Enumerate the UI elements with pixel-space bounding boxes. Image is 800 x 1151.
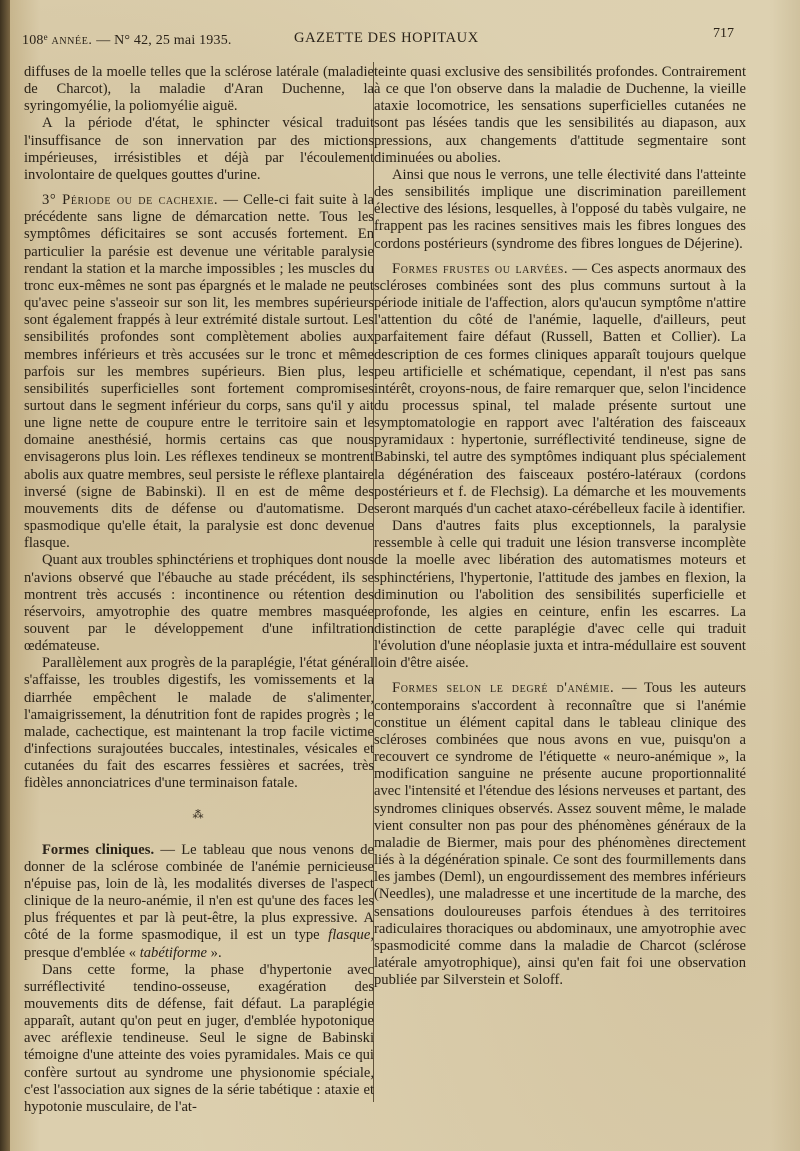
- left-paragraph-3: [24, 192, 374, 552]
- header-issue-info: [22, 32, 232, 49]
- header-issue-date: — N° 42, 25 mai 1935.: [96, 33, 232, 48]
- left-paragraph-6: [24, 842, 374, 962]
- left-paragraph-6-body-c: ».: [207, 944, 222, 961]
- left-column: [24, 64, 374, 1116]
- right-paragraph-2: Ainsi que nous le verrons, une telle électivité dans l'atteinte des sensibilités implique une discrimination pareillement élective des lésions, lesquelles, à l'opposé du tabès vulgaire, ne frappent pas les racines sensitives mais les fibres longues des cordons postérieurs (syndrome des fibres longues de Déjerine).: [374, 166, 746, 252]
- header-year: 108: [22, 33, 44, 48]
- right-column: [374, 64, 746, 989]
- section-heading-formes-frustes: Formes frustes ou larvées.: [392, 260, 569, 277]
- right-paragraph-4: Dans d'autres faits plus exceptionnels, la paralysie ressemble à celle qui traduit une lésion transverse incomplète de la moelle avec libération des automatismes moteurs et sphinctériens, l'hypertonie, l'attitude des jambes en flexion, la diminution ou l'abolition des sensibilités superficielle et profonde, les algies en ceinture, enfin les escarres. La distinction de cette paraplégie d'avec celle qui traduit l'évolution d'une néoplasie juxta et intra-médullaire est souvent loin d'être aisée.: [374, 518, 746, 672]
- page-header: [22, 24, 734, 52]
- journal-page: [10, 0, 800, 1151]
- header-page-number: 717: [713, 26, 734, 41]
- left-paragraph-6-body-a: — Le tableau que nous venons de donner de la sclérose combinée de l'anémie pernicieuse n'épuise pas, loin de là, les modalités diverses de l'aspect clinique de la neuro-anémie, il n'en est qu'une des faces les plus fréquentes et par là peut-être, la plus expressive. A côté de la forme spasmodique, il est un type: [24, 841, 374, 944]
- header-year-sup: e: [43, 32, 48, 42]
- left-paragraph-6-body-b: , presque d'emblée «: [24, 927, 374, 961]
- left-paragraph-1: diffuses de la moelle telles que la sclérose latérale (maladie de Charcot), la maladie d'Aran Duchenne, la syringomyélie, la poliomyélie aiguë.: [24, 64, 374, 115]
- right-paragraph-3: [374, 261, 746, 518]
- left-paragraph-2: A la période d'état, le sphincter vésical traduit l'insuffisance de son innervation par des mictions impérieuses, irrésistibles et déjà par l'écoulement involontaire de quelques gouttes d'urine.: [24, 115, 374, 183]
- section-heading-formes-cliniques: Formes cliniques.: [42, 841, 155, 858]
- header-annee: année.: [51, 33, 93, 48]
- right-paragraph-5: [374, 680, 746, 989]
- left-paragraph-3-body: — Celle-ci fait suite à la précédente sans ligne de démarcation nette. Tous les symptômes déficitaires se sont accusés fortement. En particulier la parésie est devenue une véritable paralysie rendant la station et la marche impossibles ; les muscles du tronc eux-mêmes ne sont pas épargnés et le malade ne peut qu'avec peine s'asseoir sur son lit, les membres supérieurs sont également frappés à leur extrémité distale surtout. Les sensibilités profondes sont complètement abolies aux membres inférieurs et très accusées sur le tronc et même parfois sur les membres supérieurs. Bien plus, les sensibilités superficielles sont fortement compromises surtout dans le segment inférieur du corps, sans qu'il y ait une ligne nette de coupure entre le territoire sain et le domaine anesthésié, hormis certains cas que nous envisagerons plus loin. Les réflexes tendineux se montrent abolis aux quatre membres, seul persiste le réflexe plantaire inversé (signe de Babinski). Il en est de même des mouvements dits de défense ou d'automatisme. De spasmodique qu'elle était, la paralysie est donc devenue flasque.: [24, 192, 374, 552]
- page-edge-shadow: [0, 0, 10, 1151]
- left-paragraph-5: Parallèlement aux progrès de la paraplégie, l'état général s'affaisse, les troubles digestifs, les vomissements et la diarrhée empêchent le malade de s'alimenter, l'amaigrissement, la dénutrition font de rapides progrès ; le malade, cachectique, est maintenant la trop facile victime d'infections surajoutées buccales, intestinales, vésicales et cutanées du fait des escarres fessières et sacrées, très fidèles annonciatrices d'une terminaison fatale.: [24, 655, 374, 792]
- left-paragraph-7: Dans cette forme, la phase d'hypertonie avec surréflectivité tendino-osseuse, exagération des mouvements dits de défense, fait défaut. La paraplégie apparaît, autant qu'on peut en juger, d'emblée hypotonique avec aréflexie tendineuse. Seul le signe de Babinski témoigne d'une atteinte des voies pyramidales. Mais ce qui confère surtout au syndrome une physionomie spéciale, c'est l'association aux signes de la série tabétique : ataxie et hypotonie musculaire, de l'at-: [24, 961, 374, 1115]
- asterism-separator: ⁂: [192, 808, 206, 821]
- header-journal-title: GAZETTE DES HOPITAUX: [294, 30, 479, 46]
- right-paragraph-5-body: — Tous les auteurs contemporains s'accordent à reconnaître que si l'anémie constitue un élément capital dans le tableau clinique des scléroses combinées que nous avons en vue, puisqu'on a recouvert ce syndrome de l'étiquette « neuro-anémique », la modification sanguine ne présente aucune proportionnalité avec l'intensité et l'étendue des lésions nerveuses et partant, des syndromes cliniques observés. Assez souvent même, le malade vient consulter non pas pour des phénomènes généraux de la maladie de Biermer, mais pour des phénomènes directement liés à la dégénération spinale. Ce sont des fourmillements dans les jambes (Deml), un engourdissement des membres inférieurs (Needles), une maladresse et une incertitude de la marche, des sensations douloureuses parfois étendues à des territoires radiculaires thoraciques ou abdominaux, une amyotrophie avec spasmodicité comme dans la maladie de Charcot (sclérose latérale amyotrophique), ainsi qu'en fait foi une observation publiée par Silverstein et Soloff.: [374, 680, 746, 989]
- term-flasque: flasque: [328, 927, 371, 944]
- right-paragraph-1: teinte quasi exclusive des sensibilités profondes. Contrairement à ce que l'on observe dans la maladie de Duchenne, la vieille ataxie locomotrice, les sensations superficielles cutanées ne sont pas lésées tandis que les sensibilités au diapason, aux pressions, aux changements d'attitude segmentaire sont diminuées ou abolies.: [374, 64, 746, 166]
- right-paragraph-3-body: — Ces aspects anormaux des scléroses combinées sont des plus communs surtout à la période initiale de l'affection, alors qu'aucun symptôme n'attire l'attention du côté de l'anémie, laquelle, d'ailleurs, peut parfaitement faire défaut (Russell, Batten et Collier). La description de ces formes cliniques apparaît toujours quelque peu artificielle et schématique, cependant, il n'est pas sans intérêt, croyons-nous, de faire remarquer que, selon l'incidence du processus spinal, tel malade présente surtout une symptomatologie en rapport avec l'altération des faisceaux pyramidaux : hypertonie, surréflectivité tendineuse, signe de Babinski, tel autre des symptômes indiquant plus spécialement la dégénération des faisceaux postéro-latéraux (cordons postérieurs et f. de Flechsig). La démarche et les mouvements seront marqués d'un cachet ataxo-cérébelleux facile à identifier.: [374, 260, 746, 517]
- section-heading-cachexie: 3° Période ou de cachexie.: [42, 192, 219, 209]
- term-tabetiforme: tabétiforme: [139, 944, 207, 961]
- section-heading-degre-anemie: Formes selon le degré d'anémie.: [392, 680, 615, 697]
- left-paragraph-4: Quant aux troubles sphinctériens et trophiques dont nous n'avions observé que l'ébauche au stade précédent, ils se montrent très accusés : incontinence ou rétention des réservoirs, amyotrophie des quatre membres masquée souvent par le développement d'une infiltration œdémateuse.: [24, 552, 374, 655]
